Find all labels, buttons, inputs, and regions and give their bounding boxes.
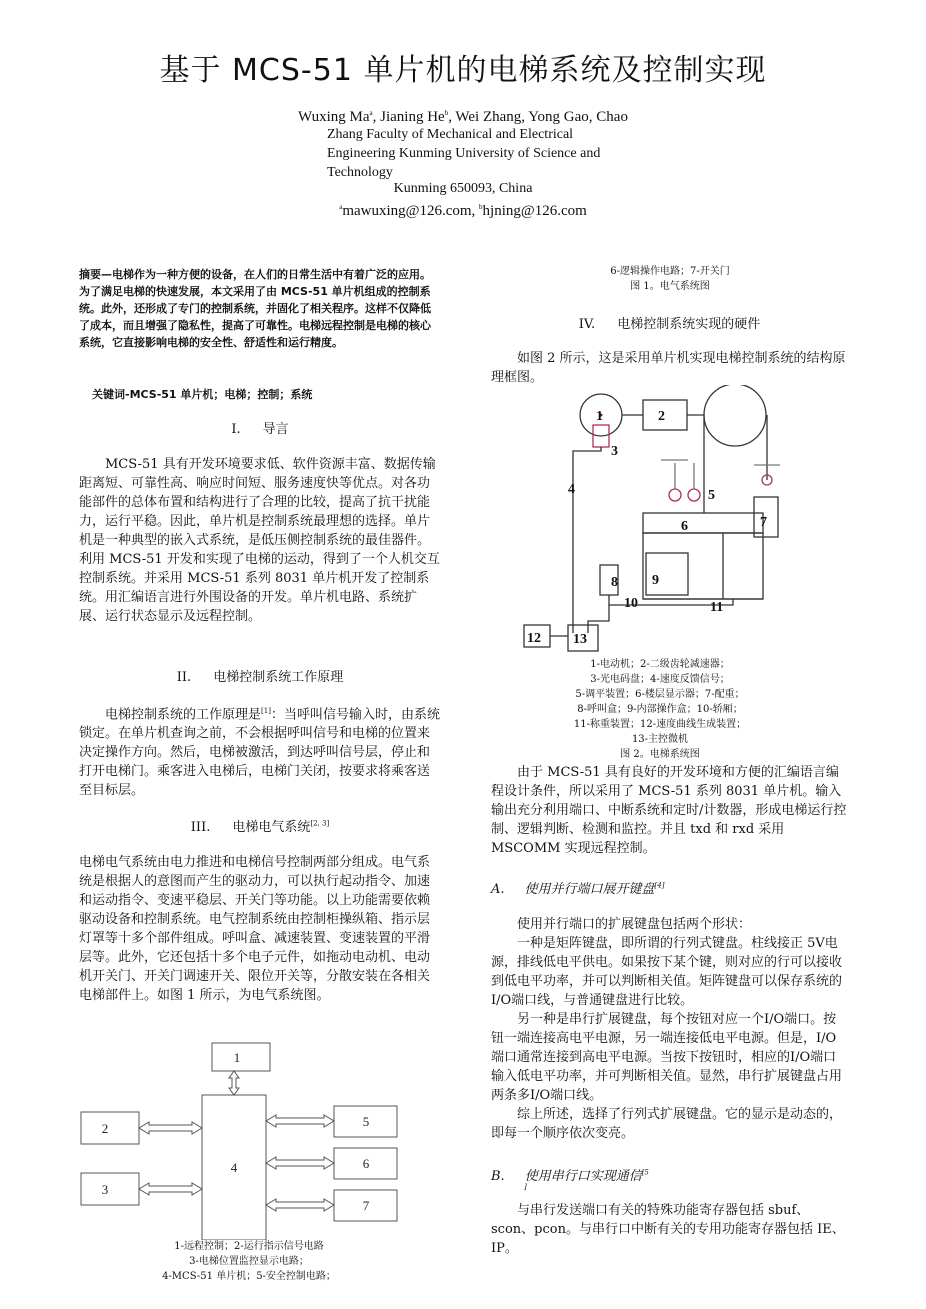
part-label: 13: [573, 632, 587, 647]
leveling-device-5: [688, 489, 700, 501]
part-label: 1: [596, 409, 603, 424]
caption-line: 1-远程控制；2-运行指示信号电路: [174, 1241, 324, 1252]
figure-2-diagram: [518, 385, 808, 655]
subsection-heading-b: [491, 1165, 848, 1184]
part-label: 6: [681, 519, 688, 534]
subsection-number: A.: [491, 882, 505, 897]
section-number: I.: [231, 422, 241, 437]
section-title: 电梯电气系统: [232, 820, 311, 835]
arrow-4-6: [266, 1157, 334, 1169]
author-line-1: [0, 104, 926, 126]
part-label: 3: [611, 444, 618, 459]
part-label: 9: [652, 573, 659, 588]
arrow-4-5: [266, 1115, 334, 1127]
paragraph: 综上所述，选择了行列式扩展键盘。它的显示是动态的，即每一个顺序依次变亮。: [491, 1107, 843, 1141]
citation: [2, 3]: [310, 819, 330, 828]
part-label: 7: [760, 515, 767, 530]
section-title: 导言: [262, 422, 289, 437]
paragraph: 另一种是串行扩展键盘，每个按钮对应一个I/O端口。按钮一端连接高电平电源，另一端连接低电平电源。但是，I/O端口通常连接到高电平电源。当按下按钮时，相应的I/O端口输入低电平功率，并可判断相关值。显然，串行扩展键盘占用两条多I/O端口线。: [491, 1012, 843, 1103]
section-3-body: 电梯电气系统由电力推进和电梯信号控制两部分组成。电气系统是根据人的意图而产生的驱动力，可以执行起动指令、加速和运动指令、变速平稳层、开关门等功能。以上功能需要依赖驱动设备和控制系统。电气控制系统由控制柜操纵箱、指示层灯罩等十多个部件组成。呼叫盒、减速装置、变速装置的平滑层等。此外，它还包括十多个电子元件，如拖动电动机、电动机开关门、开关门调速开关、限位开关等，分散安装在各相关电梯部件上。如图 1 所示，为电气系统图。: [79, 855, 431, 1003]
section-title: 电梯控制系统工作原理: [213, 670, 344, 685]
section-number: II.: [176, 670, 192, 685]
feedback-line-4: [573, 447, 601, 633]
email-a-mark: a: [339, 203, 343, 211]
part-label: 11: [710, 600, 724, 615]
author-name-he: , Jianing He: [372, 109, 445, 125]
block-label: 4: [230, 1160, 238, 1175]
caption-line: 6-逻辑操作电路；7-开关门: [610, 266, 730, 277]
section-heading-3: [79, 816, 441, 835]
block-label: 6: [362, 1156, 370, 1171]
affil-a-mark: a: [369, 109, 373, 117]
subsection-title: 使用并行端口展开键盘: [524, 882, 655, 897]
section-4-body-2: 由于 MCS-51 具有良好的开发环境和方便的汇编语言编程设计条件，所以采用了 MCS-51 系列 8031 单片机。输入输出充分利用端口、中断系统和定时/计数器，形成电梯运行控制、逻辑判断、检测和监控。并且 txd 和 rxd 采用 MSCOMM 实现远程控制。: [491, 765, 847, 856]
traction-sheave: [704, 385, 766, 446]
caption-line: 13-主控微机: [631, 734, 689, 745]
block-3: [81, 1173, 139, 1205]
arrow-1-4: [229, 1071, 239, 1095]
figure-1-title: 图 1。电气系统图: [630, 281, 710, 292]
part-label: 2: [658, 409, 665, 424]
caption-line: 8-呼叫盒；9-内部操作盒；10-轿厢；: [577, 704, 743, 715]
citation: [1]: [261, 707, 271, 715]
section-heading-2: [79, 666, 441, 685]
reducer-2: [643, 400, 687, 430]
block-label: 5: [362, 1114, 370, 1129]
citation-cont: ]: [524, 1183, 527, 1191]
arrow-3-4: [139, 1183, 202, 1195]
subsection-a-body: [491, 915, 848, 1143]
block-1: [212, 1043, 270, 1071]
section-4-body: 如图 2 所示，这是采用单片机实现电梯控制系统的结构原理框图。: [491, 351, 846, 385]
subsection-number: B.: [491, 1169, 505, 1184]
subsection-title: 使用串行口实现通信: [524, 1169, 642, 1184]
block-label: 3: [101, 1182, 109, 1197]
author-names-rest: , Wei Zhang, Yong Gao, Chao: [448, 109, 628, 125]
author-emails: [0, 198, 926, 220]
arrow-4-7: [266, 1199, 334, 1211]
paragraph: 一种是矩阵键盘，即所谓的行列式键盘。柱线接正 5V电源，排线低电平供电。如果按下某个键，则对应的行可以接收到低电平功率，并可以判断相关值。矩阵键盘可以保存系统的I/O端口线，与普通键盘进行比较。: [491, 936, 843, 1008]
block-2: [81, 1112, 139, 1144]
section-2-body: [79, 702, 441, 800]
part-label: 5: [708, 488, 715, 503]
caption-line: 1-电动机；2-二级齿轮减速器；: [590, 659, 730, 670]
caption-line: 3-电梯位置监控显示电路；: [189, 1256, 309, 1267]
car-10: [643, 533, 763, 599]
paper-title: 基于 MCS-51 单片机的电梯系统及控制实现: [159, 53, 767, 88]
author-name-ma: Wuxing Ma: [298, 109, 370, 125]
author-address: Kunming 650093, China: [393, 181, 533, 196]
author-line-2: Zhang Faculty of Mechanical and Electrical: [327, 127, 574, 142]
part-label: 8: [611, 575, 618, 590]
subsection-heading-a: [491, 878, 848, 897]
part-label: 10: [624, 596, 638, 611]
paragraph: 使用并行端口的扩展键盘包括两个形状：: [517, 917, 752, 932]
block-label: 2: [101, 1121, 109, 1136]
body-text: ：当呼叫信号输入时，由系统锁定。在单片机查询之前，不会根据呼叫信号和电梯的位置来决定操作方向。然后，电梯被激活，到达呼叫信号层，停止和打开电梯门。乘客进入电梯后，电梯门关闭，按要求将乘客送至目标层。: [79, 707, 440, 799]
email-b: hjning@126.com: [482, 203, 587, 219]
figure-1-caption: [79, 1239, 419, 1284]
caption-line: 11-称重装置；12-速度曲线生成装置；: [573, 719, 747, 730]
citation: [4]: [654, 881, 665, 890]
part-label: 12: [527, 631, 541, 646]
abstract: 摘要—电梯作为一种方便的设备，在人们的日常生活中有着广泛的应用。为了满足电梯的快速发展，本文采用了由 MCS-51 单片机组成的控制系统。此外，还形成了专门的控制系统，并固化了相关程序。这样不仅降低了成本，而且增强了隐私性，提高了可靠性。电梯远程控制是电梯的核心系统，它直接影响电梯的安全性、舒适性和运行精度。: [79, 268, 431, 349]
block-label: 7: [362, 1198, 370, 1213]
section-1-body: MCS-51 具有开发环境要求低、软件资源丰富、数据传输距离短、可靠性高、响应时间短、服务速度快等优点。对各功能部件的总体布置和结构进行了合理的比较，提高了抗干扰能力，运行平稳。因此，单片机是控制系统最理想的选择。单片机是一种典型的嵌入式系统，是低压侧控制系统的最佳器件。利用 MCS-51 开发和实现了电梯的运动，得到了一个人机交互控制系统。并采用 MCS-51 系列 8031 单片机开发了控制系统。用汇编语言进行外围设备的开发。单片机电路、系统扩展、运行状态显示及远程控制。: [79, 457, 440, 624]
section-number: IV.: [578, 317, 596, 332]
arrow-2-4: [139, 1122, 202, 1134]
section-title: 电梯控制系统实现的硬件: [617, 317, 761, 332]
section-heading-4: [491, 313, 848, 332]
subsection-b-body: 与串行发送端口有关的特殊功能寄存器包括 sbuf、scon、pcon。与串行口中断有关的专用功能寄存器包括 IE、IP。: [491, 1203, 845, 1256]
affil-b-mark: b: [444, 109, 449, 117]
caption-line: 3-光电码盘；4-速度反馈信号；: [590, 674, 730, 685]
figure-2-title: 图 2。电梯系统图: [620, 749, 700, 760]
citation: [5: [641, 1168, 649, 1177]
body-text: 电梯控制系统的工作原理是: [105, 707, 262, 723]
section-number: III.: [190, 820, 211, 835]
leveling-device-5: [669, 489, 681, 501]
block-label: 1: [233, 1050, 241, 1065]
author-line-3: Engineering Kunming University of Science and: [327, 146, 601, 161]
floor-display-6: [643, 513, 763, 533]
figure-1-caption-cont: [570, 264, 770, 294]
email-b-mark: b: [479, 203, 483, 211]
keywords: 关键词-MCS-51 单片机；电梯；控制；系统: [92, 388, 313, 401]
caption-line: 4-MCS-51 单片机；5-安全控制电路；: [162, 1271, 336, 1282]
figure-1-diagram: [79, 1040, 441, 1240]
figure-2-caption: [540, 657, 780, 762]
author-line-4: Technology: [327, 165, 393, 180]
part-label: 4: [568, 482, 575, 497]
email-a: mawuxing@126.com,: [342, 203, 480, 219]
caption-line: 5-调平装置；6-楼层显示器；7-配重；: [575, 689, 745, 700]
section-heading-1: [79, 418, 441, 437]
